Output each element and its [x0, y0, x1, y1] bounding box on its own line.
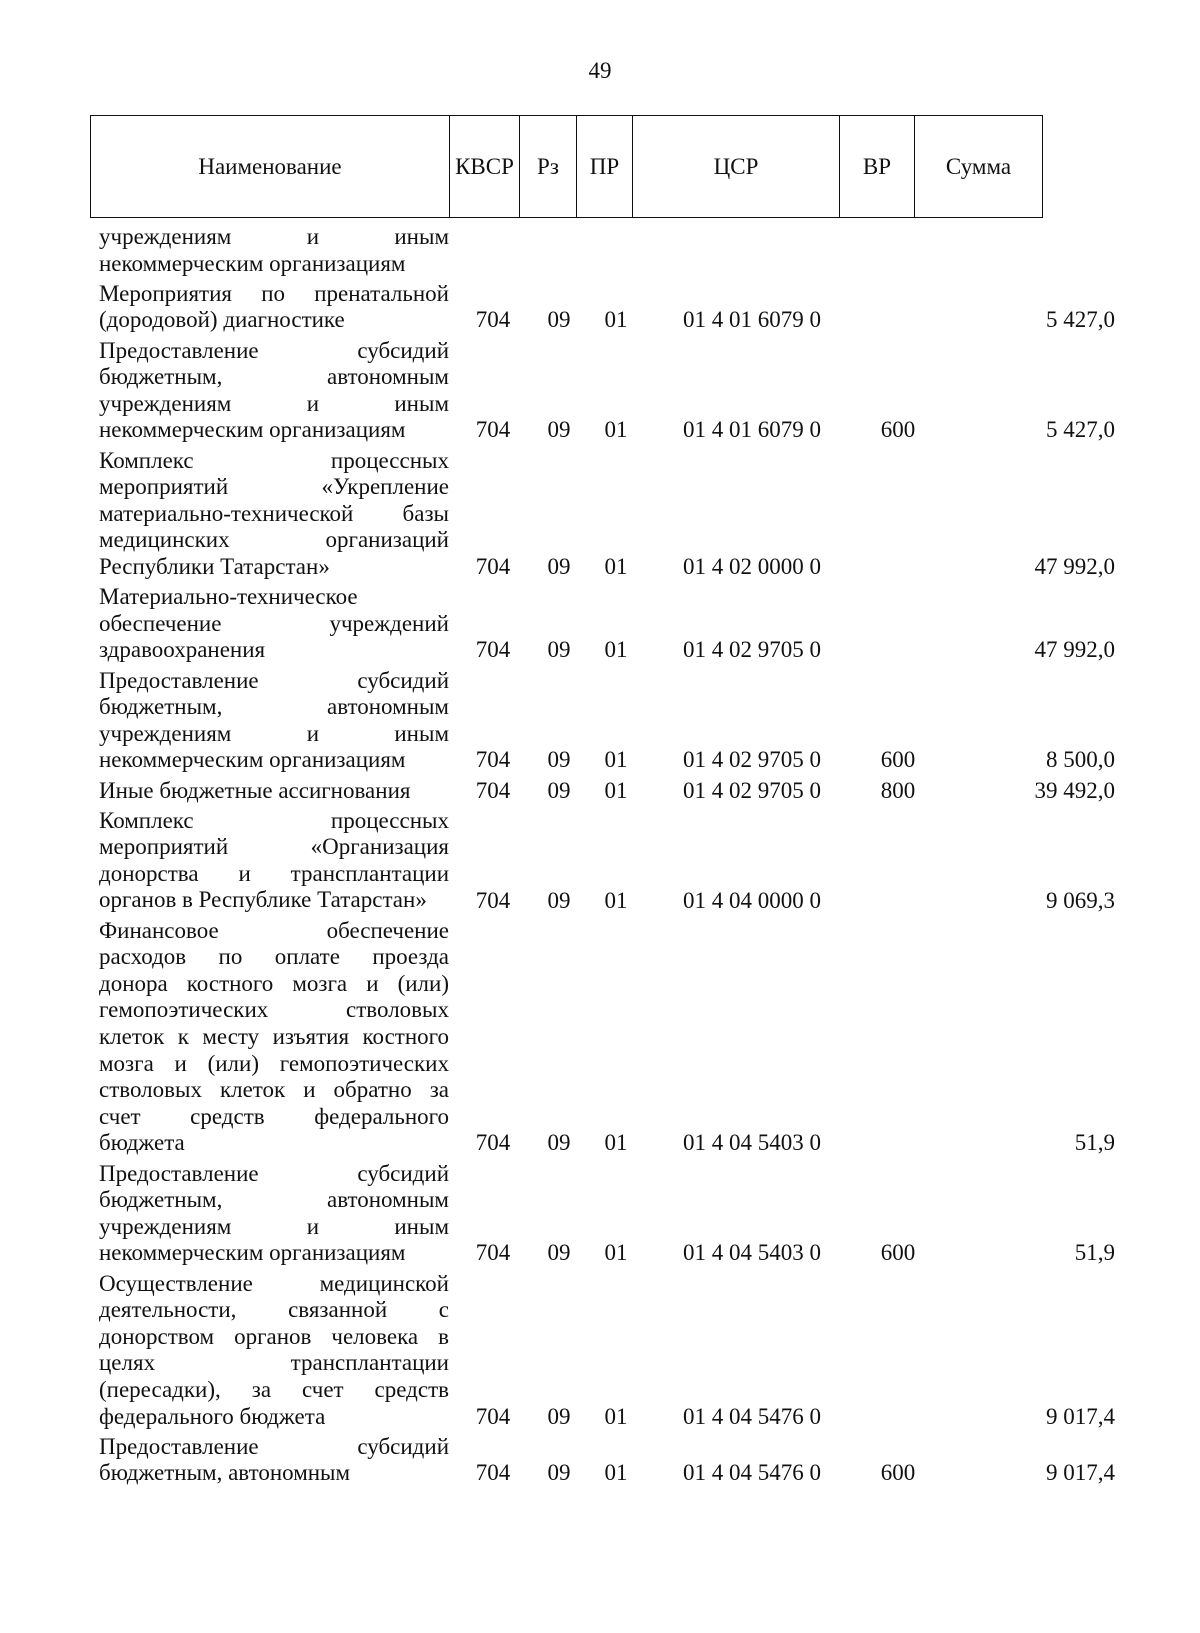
row-sum: 9 069,3 [1046, 887, 1115, 913]
row-name-line: (дородовой) диагностике [99, 307, 345, 333]
row-kvsr: 704 [475, 553, 511, 579]
row-name-line: деятельности, связанной с [99, 1297, 449, 1323]
row-kvsr: 704 [475, 887, 511, 913]
row-vr: 600 [880, 1460, 916, 1486]
row-rz: 09 [547, 1130, 571, 1156]
table-row [0, 281, 1200, 334]
table-header [90, 115, 1043, 218]
row-name [99, 1271, 449, 1431]
row-csr: 01 4 02 9705 0 [683, 747, 821, 773]
row-kvsr: 704 [475, 1130, 511, 1156]
row-name-line: учреждениям и иным [99, 224, 449, 249]
row-name-line: донорством органов человека в [99, 1323, 449, 1349]
row-name-line: бюджетным, автономным [99, 1460, 351, 1486]
row-name-line: целях трансплантации [99, 1350, 449, 1376]
row-name [99, 1434, 449, 1487]
header-csr: ЦСР [633, 116, 840, 218]
row-name [99, 668, 449, 774]
row-kvsr: 704 [475, 747, 511, 773]
row-name-line: бюджетным, автономным [99, 694, 449, 720]
row-csr: 01 4 04 0000 0 [683, 887, 821, 913]
row-name-line: Предоставление субсидий [99, 667, 449, 693]
table-row [0, 448, 1200, 581]
row-name-line: учреждениям и иным [99, 1213, 449, 1239]
row-name-line: донорства и трансплантации [99, 860, 449, 886]
row-name-line: Предоставление субсидий [99, 1433, 449, 1459]
row-csr: 01 4 02 0000 0 [683, 553, 821, 579]
row-vr: 600 [880, 417, 916, 443]
row-name-line: бюджетным, автономным [99, 1187, 449, 1213]
row-name-line: стволовых клеток и обратно за [99, 1077, 449, 1103]
row-name-line: клеток к месту изъятия костного [99, 1024, 449, 1050]
row-name-line: обеспечение учреждений [99, 610, 449, 636]
table-row [0, 584, 1200, 664]
row-csr: 01 4 04 5476 0 [683, 1460, 821, 1486]
row-name [99, 1161, 449, 1267]
table-row [0, 1271, 1200, 1431]
header-pr: ПР [577, 116, 633, 218]
row-csr: 01 4 02 9705 0 [683, 637, 821, 663]
row-name-line: некоммерческим организациям [99, 250, 406, 276]
row-rz: 09 [547, 553, 571, 579]
table-row [0, 918, 1200, 1157]
row-name [99, 281, 449, 334]
row-name-line: бюджетным, автономным [99, 364, 449, 390]
row-csr: 01 4 01 6079 0 [683, 417, 821, 443]
row-sum: 9 017,4 [1046, 1403, 1115, 1429]
row-csr: 01 4 04 5476 0 [683, 1403, 821, 1429]
row-rz: 09 [547, 747, 571, 773]
row-sum: 47 992,0 [1034, 637, 1115, 663]
row-pr: 01 [604, 1403, 628, 1429]
row-csr: 01 4 02 9705 0 [683, 777, 821, 803]
row-pr: 01 [604, 777, 628, 803]
row-name-line: счет средств федерального [99, 1103, 449, 1129]
header-kvsr: КВСР [450, 116, 520, 218]
row-name [99, 224, 449, 277]
table-row [0, 778, 1200, 805]
header-vr: ВР [840, 116, 915, 218]
row-name-line: мероприятий «Организация [99, 834, 449, 860]
row-sum: 5 427,0 [1046, 417, 1115, 443]
row-name-line: Материально-техническое [99, 584, 358, 610]
row-rz: 09 [547, 887, 571, 913]
table-row [0, 808, 1200, 914]
row-sum: 51,9 [1074, 1240, 1115, 1266]
row-rz: 09 [547, 1240, 571, 1266]
row-sum: 5 427,0 [1046, 307, 1115, 333]
row-kvsr: 704 [475, 1460, 511, 1486]
row-pr: 01 [604, 887, 628, 913]
row-name-line: мероприятий «Укрепление [99, 474, 449, 500]
row-pr: 01 [604, 553, 628, 579]
row-name-line: расходов по оплате проезда [99, 944, 449, 970]
row-name [99, 808, 449, 914]
row-pr: 01 [604, 637, 628, 663]
row-vr: 600 [880, 747, 916, 773]
row-csr: 01 4 04 5403 0 [683, 1130, 821, 1156]
table-row [0, 224, 1200, 277]
row-kvsr: 704 [475, 307, 511, 333]
row-rz: 09 [547, 307, 571, 333]
row-name-line: учреждениям и иным [99, 720, 449, 746]
row-name-line: федерального бюджета [99, 1403, 326, 1429]
table-body [0, 224, 1200, 1491]
header-name: Наименование [91, 116, 450, 218]
row-pr: 01 [604, 417, 628, 443]
row-rz: 09 [547, 637, 571, 663]
header-rz: Рз [520, 116, 577, 218]
table-row [0, 668, 1200, 774]
row-name-line: Республики Татарстан» [99, 553, 330, 579]
row-name-line: гемопоэтических стволовых [99, 997, 449, 1023]
row-name-line: медицинских организаций [99, 527, 449, 553]
row-name [99, 338, 449, 444]
row-pr: 01 [604, 1460, 628, 1486]
row-name-line: (пересадки), за счет средств [99, 1377, 449, 1403]
row-sum: 39 492,0 [1034, 777, 1115, 803]
row-rz: 09 [547, 777, 571, 803]
row-name-line: Иные бюджетные ассигнования [99, 777, 411, 803]
row-name-line: донора костного мозга и (или) [99, 970, 449, 996]
row-name-line: Комплекс процессных [99, 447, 449, 473]
row-kvsr: 704 [475, 1403, 511, 1429]
row-name [99, 918, 449, 1157]
row-name [99, 778, 449, 805]
row-pr: 01 [604, 747, 628, 773]
row-pr: 01 [604, 307, 628, 333]
row-rz: 09 [547, 1403, 571, 1429]
row-name-line: здравоохранения [99, 637, 266, 663]
row-kvsr: 704 [475, 1240, 511, 1266]
row-sum: 51,9 [1074, 1130, 1115, 1156]
row-name-line: некоммерческим организациям [99, 417, 406, 443]
row-rz: 09 [547, 1460, 571, 1486]
row-name [99, 448, 449, 581]
row-csr: 01 4 01 6079 0 [683, 307, 821, 333]
row-name-line: Предоставление субсидий [99, 337, 449, 363]
row-sum: 9 017,4 [1046, 1460, 1115, 1486]
table-row [0, 338, 1200, 444]
row-name-line: Осуществление медицинской [99, 1270, 449, 1296]
row-name-line: Комплекс процессных [99, 807, 449, 833]
row-kvsr: 704 [475, 417, 511, 443]
row-name-line: бюджета [99, 1130, 185, 1156]
row-vr: 600 [880, 1240, 916, 1266]
row-rz: 09 [547, 417, 571, 443]
row-name-line: Мероприятия по пренатальной [99, 280, 449, 306]
page-number: 49 [588, 58, 612, 83]
row-name-line: Предоставление субсидий [99, 1160, 449, 1186]
row-pr: 01 [604, 1240, 628, 1266]
row-name-line: Финансовое обеспечение [99, 917, 449, 943]
row-name-line: материально-технической базы [99, 500, 449, 526]
row-name-line: некоммерческим организациям [99, 747, 406, 773]
row-sum: 8 500,0 [1046, 747, 1115, 773]
row-name [99, 584, 449, 664]
row-csr: 01 4 04 5403 0 [683, 1240, 821, 1266]
table-row [0, 1161, 1200, 1267]
header-sum: Сумма [915, 116, 1043, 218]
row-name-line: мозга и (или) гемопоэтических [99, 1050, 449, 1076]
row-kvsr: 704 [475, 777, 511, 803]
row-name-line: учреждениям и иным [99, 390, 449, 416]
row-vr: 800 [880, 777, 916, 803]
row-name-line: некоммерческим организациям [99, 1240, 406, 1266]
table-row [0, 1434, 1200, 1487]
row-kvsr: 704 [475, 637, 511, 663]
row-name-line: органов в Республике Татарстан» [99, 887, 427, 913]
row-sum: 47 992,0 [1034, 553, 1115, 579]
row-pr: 01 [604, 1130, 628, 1156]
